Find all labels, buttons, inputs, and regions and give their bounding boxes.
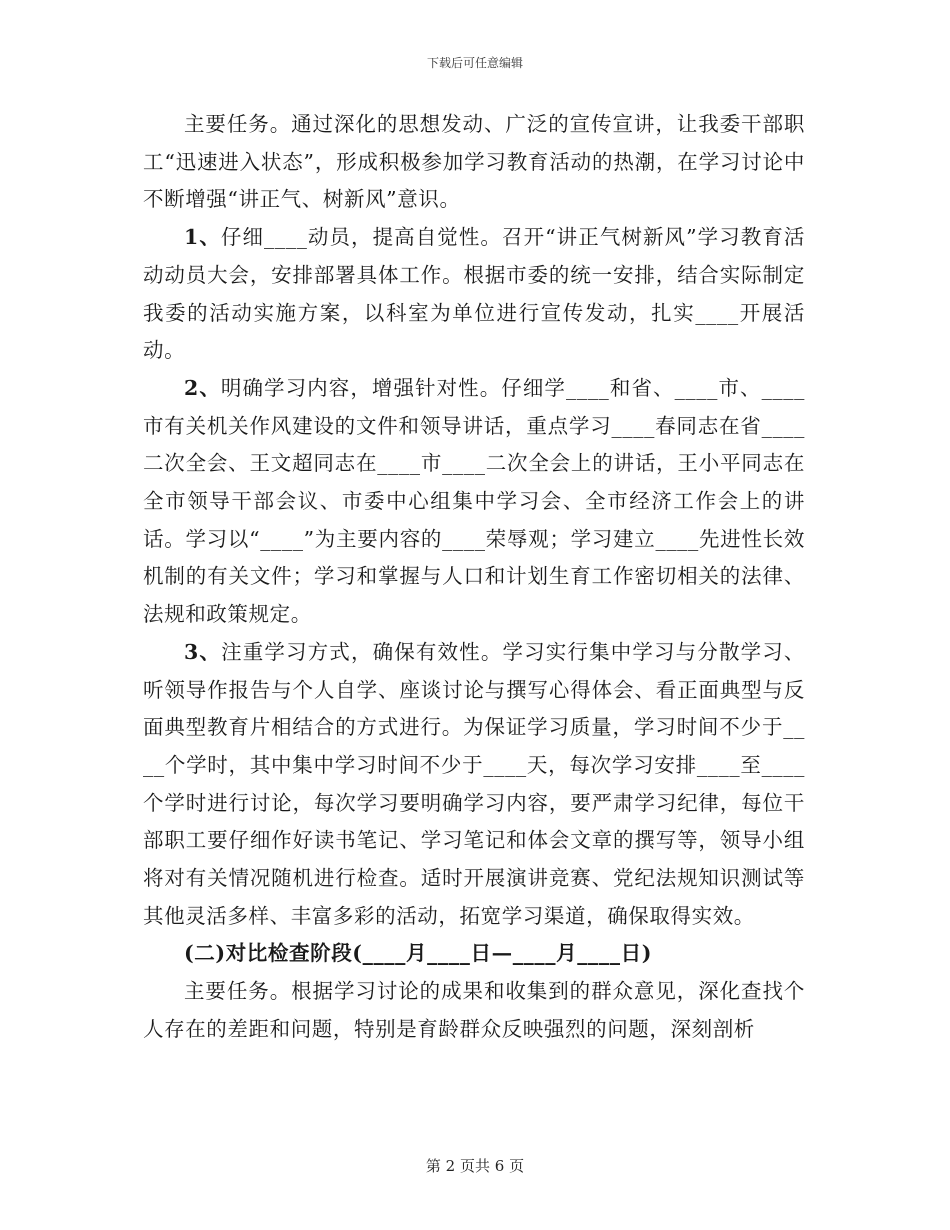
paragraph-task	[143, 973, 805, 1048]
section-heading: (二)对比检查阶段(____月____日—____月____日)	[184, 941, 652, 966]
item-number: 2、	[184, 375, 221, 400]
paragraph-text: 主要任务。根据学习讨论的成果和收集到的群众意见，深化查找个人存在的差距和问题，特别是育龄群众反映强烈的问题，深刻剖析	[143, 979, 805, 1041]
page-header: 下载后可任意编辑	[426, 56, 523, 70]
paragraph-item-1	[143, 219, 805, 370]
item-number: 3、	[184, 639, 222, 664]
document-body	[143, 106, 805, 1049]
paragraph-intro	[143, 106, 805, 219]
paragraph-item-3	[143, 634, 805, 936]
item-number: 1、	[184, 225, 221, 250]
page-number: 第 2 页共 6 页	[425, 1157, 525, 1175]
paragraph-item-2	[143, 370, 805, 634]
paragraph-text: 明确学习内容，增强针对性。仔细学____和省、____市、____市有关机关作风建设的文件和领导讲话，重点学习____春同志在省____二次全会、王文超同志在____市____二次全会上的讲话，王小平同志在全市领导干部会议、市委中心组集中学习会、全市经济工作会上的讲话。学习以“____”为主要内容的____荣辱观；学习建立____先进性长效机制的有关文件；学习和掌握与人口和计划生育工作密切相关的法律、法规和政策规定。	[143, 375, 805, 627]
paragraph-text: 主要任务。通过深化的思想发动、广泛的宣传宣讲，让我委干部职工“迅速进入状态”，形成积极参加学习教育活动的热潮，在学习讨论中不断增强“讲正气、树新风”意识。	[143, 112, 805, 212]
paragraph-text: 注重学习方式，确保有效性。学习实行集中学习与分散学习、听领导作报告与个人自学、座谈讨论与撰写心得体会、看正面典型与反面典型教育片相结合的方式进行。为保证学习质量，学习时间不少于____个学时，其中集中学习时间不少于____天，每次学习安排____至____个学时进行讨论，每次学习要明确学习内容，要严肃学习纪律，每位干部职工要仔细作好读书笔记、学习笔记和体会文章的撰写等，领导小组将对有关情况随机进行检查。适时开展演讲竞赛、党纪法规知识测试等其他灵活多样、丰富多彩的活动，拓宽学习渠道，确保取得实效。	[143, 639, 805, 928]
paragraph-text: 仔细____动员，提高自觉性。召开“讲正气树新风”学习教育活动动员大会，安排部署具体工作。根据市委的统一安排，结合实际制定我委的活动实施方案，以科室为单位进行宣传发动，扎实____开展活动。	[143, 225, 805, 363]
